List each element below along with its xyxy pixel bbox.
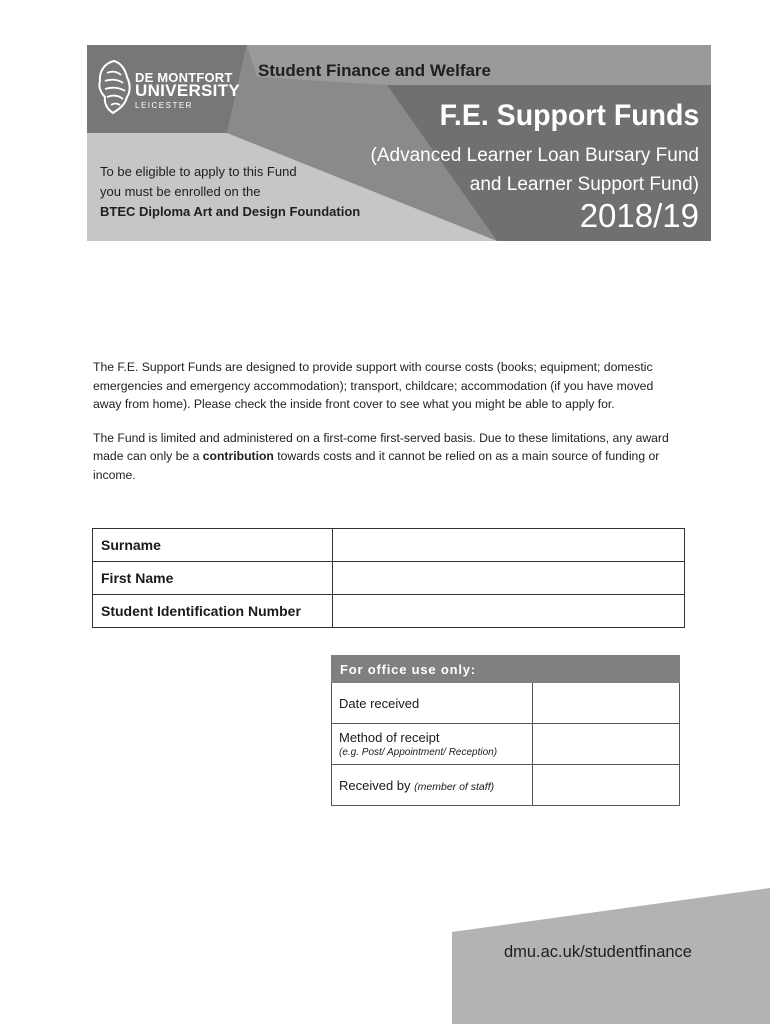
- first-name-field[interactable]: [333, 562, 685, 595]
- date-received-row: [332, 683, 680, 724]
- received-by-note: (member of staff): [414, 780, 495, 793]
- first-name-row: [93, 562, 685, 595]
- received-by-label: Received by: [339, 777, 411, 793]
- document-subtitle: [371, 141, 699, 199]
- subtitle-line2: and Learner Support Fund): [469, 174, 699, 195]
- eligibility-line1: To be eligible to apply to this Fund: [100, 164, 297, 179]
- intro-paragraph-2: [93, 429, 683, 485]
- office-use-heading: For office use only:: [332, 656, 680, 683]
- intro-paragraph-1: The F.E. Support Funds are designed to provide support with course costs (books; equipment; domestic emergencies and emergency accommodation); transport, childcare; accommodation (if you have moved away from home). Please check the inside front cover to see what you might be able to apply for.: [93, 360, 654, 411]
- course-name: BTEC Diploma Art and Design Foundation: [100, 204, 361, 219]
- first-name-label: First Name: [93, 562, 333, 595]
- date-received-field[interactable]: [533, 683, 680, 724]
- surname-field[interactable]: [333, 529, 685, 562]
- intro-paragraph-2-end: towards costs and it cannot be relied on as a main source of funding or income.: [93, 449, 660, 482]
- student-id-row: [93, 595, 685, 628]
- contribution-emphasis: contribution: [202, 449, 274, 463]
- header-banner: [87, 45, 711, 241]
- eligibility-note: [100, 162, 360, 222]
- date-received-label: Date received: [332, 683, 533, 724]
- lion-icon: [95, 59, 133, 115]
- student-id-label: Student Identification Number: [93, 595, 333, 628]
- intro-paragraph-2-start: The Fund is limited and administered on a first-come first-served basis. Due to these limitations, any award made can only be a: [93, 430, 669, 463]
- university-location: LEICESTER: [135, 101, 193, 110]
- method-of-receipt-note: (e.g. Post/ Appointment/ Reception): [339, 747, 498, 758]
- surname-row: [93, 529, 685, 562]
- subtitle-line1: (Advanced Learner Loan Bursary Fund: [370, 145, 699, 166]
- method-of-receipt-field[interactable]: [533, 724, 680, 765]
- method-of-receipt-cell: [332, 724, 533, 765]
- university-logo: [95, 59, 245, 119]
- footer: [0, 880, 770, 1024]
- document-title: F.E. Support Funds: [439, 99, 699, 132]
- received-by-row: [332, 765, 680, 806]
- footer-url[interactable]: dmu.ac.uk/studentfinance: [503, 943, 692, 961]
- intro-text: [93, 358, 683, 499]
- eligibility-line2: you must be enrolled on the: [100, 184, 261, 199]
- university-name-line2: UNIVERSITY: [135, 81, 241, 100]
- office-use-table: [331, 655, 680, 806]
- received-by-cell: [332, 765, 533, 806]
- student-details-table: [92, 528, 685, 628]
- student-id-field[interactable]: [333, 595, 685, 628]
- method-of-receipt-row: [332, 724, 680, 765]
- method-of-receipt-label: Method of receipt: [339, 730, 440, 745]
- received-by-field[interactable]: [533, 765, 680, 806]
- department-name: Student Finance and Welfare: [258, 61, 492, 80]
- academic-year: 2018/19: [579, 197, 699, 234]
- university-name-line1: DE MONTFORT: [135, 70, 233, 85]
- office-use-header-row: [332, 656, 680, 683]
- surname-label: Surname: [93, 529, 333, 562]
